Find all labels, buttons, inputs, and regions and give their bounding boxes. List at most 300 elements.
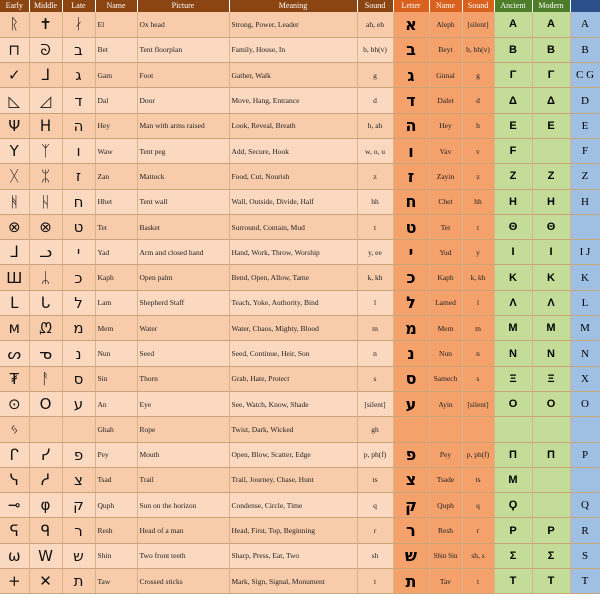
early-glyph: Ψ <box>0 113 29 138</box>
meaning: Condense, Circle, Time <box>229 493 357 518</box>
ancient-name: Gam <box>95 63 137 88</box>
ancient-name: El <box>95 12 137 37</box>
ancient-name: Dal <box>95 88 137 113</box>
middle-glyph: ᛦ <box>29 265 62 290</box>
late-glyph: ג <box>62 63 95 88</box>
modern-greek-letter: Γ <box>532 63 570 88</box>
ancient-name: Sin <box>95 366 137 391</box>
late-glyph: כ <box>62 265 95 290</box>
meaning: Look, Reveal, Breath <box>229 113 357 138</box>
ancient-greek-letter <box>494 417 532 442</box>
early-glyph: ᔕ <box>0 341 29 366</box>
hebrew-letter: ש <box>393 543 429 568</box>
latin-letter: R <box>570 518 600 543</box>
hebrew-letter: צ <box>393 467 429 492</box>
ancient-sound: t <box>357 569 393 594</box>
hebrew-letter: ק <box>393 493 429 518</box>
hebrew-sound: t <box>462 569 494 594</box>
late-glyph: ק <box>62 493 95 518</box>
hebrew-sound: k, kh <box>462 265 494 290</box>
early-glyph: ᕋ <box>0 518 29 543</box>
ancient-sound: ts <box>357 467 393 492</box>
hebrew-sound: s <box>462 366 494 391</box>
header-name-modern: Name <box>429 0 462 12</box>
ancient-greek-letter: B <box>494 37 532 62</box>
late-glyph: ז <box>62 164 95 189</box>
early-glyph: ᚷ <box>0 164 29 189</box>
hebrew-letter: ט <box>393 214 429 239</box>
hebrew-name <box>429 417 462 442</box>
header-sound-modern: Sound <box>462 0 494 12</box>
meaning: Bend, Open, Allow, Tame <box>229 265 357 290</box>
ancient-sound: sh <box>357 543 393 568</box>
table-row <box>0 366 600 391</box>
ancient-greek-letter: T <box>494 569 532 594</box>
ancient-name: Zan <box>95 164 137 189</box>
hebrew-letter: ג <box>393 63 429 88</box>
hebrew-sound: ts <box>462 467 494 492</box>
header-row <box>0 0 600 12</box>
meaning: Grab, Hate, Protect <box>229 366 357 391</box>
ancient-greek-letter: A <box>494 12 532 37</box>
latin-letter: P <box>570 442 600 467</box>
modern-greek-letter <box>532 467 570 492</box>
hebrew-name: Tsade <box>429 467 462 492</box>
latin-letter: A <box>570 12 600 37</box>
hebrew-name: Hey <box>429 113 462 138</box>
hebrew-letter: מ <box>393 316 429 341</box>
ancient-greek-letter: M <box>494 467 532 492</box>
table-row <box>0 63 600 88</box>
latin-letter: L <box>570 290 600 315</box>
latin-letter: C G <box>570 63 600 88</box>
modern-greek-letter: H <box>532 189 570 214</box>
table-row <box>0 316 600 341</box>
picture-description: Tent floorplan <box>137 37 229 62</box>
late-glyph: פ <box>62 442 95 467</box>
middle-glyph: W <box>29 543 62 568</box>
picture-description: Head of a man <box>137 518 229 543</box>
ancient-sound: n <box>357 341 393 366</box>
hebrew-sound: v <box>462 138 494 163</box>
hebrew-name: Dalet <box>429 88 462 113</box>
hebrew-sound: z <box>462 164 494 189</box>
late-glyph: ת <box>62 569 95 594</box>
ancient-name: Quph <box>95 493 137 518</box>
late-glyph: ᛅ <box>62 12 95 37</box>
modern-greek-letter: Σ <box>532 543 570 568</box>
early-glyph: ᛃ <box>0 417 29 442</box>
ancient-sound: d <box>357 88 393 113</box>
picture-description: Two front teeth <box>137 543 229 568</box>
hebrew-sound: [silent] <box>462 391 494 416</box>
early-glyph: ◺ <box>0 88 29 113</box>
ancient-greek-letter: Λ <box>494 290 532 315</box>
hebrew-letter: ר <box>393 518 429 543</box>
latin-letter: Z <box>570 164 600 189</box>
ancient-sound: q <box>357 493 393 518</box>
latin-letter: Q <box>570 493 600 518</box>
meaning: Teach, Yoke, Authority, Bind <box>229 290 357 315</box>
ancient-name: Tsad <box>95 467 137 492</box>
table-row <box>0 138 600 163</box>
table-row <box>0 164 600 189</box>
middle-glyph: ᘐ <box>29 37 62 62</box>
hebrew-name: Zayin <box>429 164 462 189</box>
table-row <box>0 189 600 214</box>
ancient-greek-letter: Ξ <box>494 366 532 391</box>
late-glyph: ט <box>62 214 95 239</box>
ancient-sound: r <box>357 518 393 543</box>
latin-letter: E <box>570 113 600 138</box>
table-row <box>0 417 600 442</box>
modern-greek-letter: B <box>532 37 570 62</box>
hebrew-name: Chet <box>429 189 462 214</box>
hebrew-name: Shin Sin <box>429 543 462 568</box>
modern-greek-letter: Ξ <box>532 366 570 391</box>
late-glyph: ח <box>62 189 95 214</box>
hebrew-letter: א <box>393 12 429 37</box>
ancient-name: Waw <box>95 138 137 163</box>
meaning: Sharp, Press, Eat, Two <box>229 543 357 568</box>
hebrew-sound: hh <box>462 189 494 214</box>
modern-greek-letter: M <box>532 316 570 341</box>
picture-description: Crossed sticks <box>137 569 229 594</box>
middle-glyph: ✕ <box>29 569 62 594</box>
hebrew-letter: פ <box>393 442 429 467</box>
ancient-name: An <box>95 391 137 416</box>
meaning: Open, Blow, Scatter, Edge <box>229 442 357 467</box>
table-row <box>0 391 600 416</box>
middle-glyph: ᓀ <box>29 341 62 366</box>
table-row <box>0 543 600 568</box>
meaning: Water, Chaos, Mighty, Blood <box>229 316 357 341</box>
modern-greek-letter <box>532 417 570 442</box>
middle-glyph: ᛯ <box>29 164 62 189</box>
latin-letter: T <box>570 569 600 594</box>
modern-greek-letter: T <box>532 569 570 594</box>
late-glyph: י <box>62 240 95 265</box>
ancient-name: Nun <box>95 341 137 366</box>
picture-description: Water <box>137 316 229 341</box>
header-name: Name <box>95 0 137 12</box>
meaning: Strong, Power, Leader <box>229 12 357 37</box>
ancient-greek-letter: F <box>494 138 532 163</box>
latin-letter: S <box>570 543 600 568</box>
late-glyph: נ <box>62 341 95 366</box>
ancient-name: Bet <box>95 37 137 62</box>
picture-description: Tent wall <box>137 189 229 214</box>
early-glyph: ᚻ <box>0 189 29 214</box>
picture-description: Man with arms raised <box>137 113 229 138</box>
hebrew-letter: ד <box>393 88 429 113</box>
middle-glyph: ◿ <box>29 88 62 113</box>
hebrew-sound: m <box>462 316 494 341</box>
meaning: Seed, Continue, Heir, Son <box>229 341 357 366</box>
middle-glyph: ᘻ <box>29 316 62 341</box>
modern-greek-letter: E <box>532 113 570 138</box>
table-row <box>0 442 600 467</box>
hebrew-name: Gimal <box>429 63 462 88</box>
picture-description: Ox head <box>137 12 229 37</box>
late-glyph <box>62 417 95 442</box>
meaning: Add, Secure, Hook <box>229 138 357 163</box>
ancient-name: Lam <box>95 290 137 315</box>
modern-greek-letter: Z <box>532 164 570 189</box>
picture-description: Tent peg <box>137 138 229 163</box>
modern-greek-letter <box>532 138 570 163</box>
picture-description: Eye <box>137 391 229 416</box>
header-early: Early <box>0 0 29 12</box>
picture-description: Arm and closed hand <box>137 240 229 265</box>
ancient-name: Tet <box>95 214 137 239</box>
middle-glyph: ᒧ <box>29 63 62 88</box>
hebrew-letter: ז <box>393 164 429 189</box>
middle-glyph: ⊗ <box>29 214 62 239</box>
early-glyph: Ш <box>0 265 29 290</box>
table-row <box>0 240 600 265</box>
ancient-sound: p, ph(f) <box>357 442 393 467</box>
hebrew-sound <box>462 417 494 442</box>
early-glyph: ᒧ <box>0 240 29 265</box>
table-row <box>0 493 600 518</box>
hebrew-letter: ל <box>393 290 429 315</box>
late-glyph: צ <box>62 467 95 492</box>
hebrew-name: Lamed <box>429 290 462 315</box>
latin-letter: I J <box>570 240 600 265</box>
hebrew-name: Beyt <box>429 37 462 62</box>
latin-letter: D <box>570 88 600 113</box>
meaning: Wall, Outside, Divide, Half <box>229 189 357 214</box>
picture-description: Shepherd Staff <box>137 290 229 315</box>
hebrew-sound: sh, s <box>462 543 494 568</box>
header-meaning: Meaning <box>229 0 357 12</box>
hebrew-sound: d <box>462 88 494 113</box>
hebrew-name: Resh <box>429 518 462 543</box>
table-row <box>0 12 600 37</box>
ancient-greek-letter: H <box>494 189 532 214</box>
header-late: Late <box>62 0 95 12</box>
header-latin <box>570 0 600 12</box>
hebrew-sound: [silent] <box>462 12 494 37</box>
table-row <box>0 37 600 62</box>
hebrew-sound: b, bh(v) <box>462 37 494 62</box>
modern-greek-letter: I <box>532 240 570 265</box>
table-row <box>0 341 600 366</box>
ancient-sound: ah, eh <box>357 12 393 37</box>
modern-greek-letter: Δ <box>532 88 570 113</box>
ancient-sound: t <box>357 214 393 239</box>
latin-letter: N <box>570 341 600 366</box>
hebrew-name: Vav <box>429 138 462 163</box>
ancient-greek-letter: Γ <box>494 63 532 88</box>
hebrew-name: Kaph <box>429 265 462 290</box>
ancient-sound: h, ah <box>357 113 393 138</box>
hebrew-sound: h <box>462 113 494 138</box>
middle-glyph: O <box>29 391 62 416</box>
ancient-sound: y, ee <box>357 240 393 265</box>
latin-letter: F <box>570 138 600 163</box>
hebrew-letter: ב <box>393 37 429 62</box>
late-glyph: ו <box>62 138 95 163</box>
early-glyph: ᴍ <box>0 316 29 341</box>
ancient-sound: z <box>357 164 393 189</box>
late-glyph: ל <box>62 290 95 315</box>
latin-letter: X <box>570 366 600 391</box>
ancient-name: Hey <box>95 113 137 138</box>
ancient-greek-letter: M <box>494 316 532 341</box>
picture-description: Seed <box>137 341 229 366</box>
ancient-sound: gh <box>357 417 393 442</box>
header-picture: Picture <box>137 0 229 12</box>
latin-letter: H <box>570 189 600 214</box>
ancient-sound: hh <box>357 189 393 214</box>
ancient-greek-letter: Ϙ <box>494 493 532 518</box>
hebrew-letter: ת <box>393 569 429 594</box>
picture-description: Mattock <box>137 164 229 189</box>
picture-description: Thorn <box>137 366 229 391</box>
middle-glyph: ᛉ <box>29 138 62 163</box>
ancient-name: Shin <box>95 543 137 568</box>
ancient-sound: l <box>357 290 393 315</box>
hebrew-letter: ס <box>393 366 429 391</box>
modern-greek-letter: N <box>532 341 570 366</box>
hebrew-letter: נ <box>393 341 429 366</box>
meaning: Food, Cut, Nourish <box>229 164 357 189</box>
picture-description: Open palm <box>137 265 229 290</box>
ancient-greek-letter: I <box>494 240 532 265</box>
header-modern-greek: Modern <box>532 0 570 12</box>
late-glyph: מ <box>62 316 95 341</box>
ancient-greek-letter: Z <box>494 164 532 189</box>
early-glyph: + <box>0 569 29 594</box>
latin-letter: O <box>570 391 600 416</box>
ancient-greek-letter: Σ <box>494 543 532 568</box>
meaning: Gather, Walk <box>229 63 357 88</box>
table-row <box>0 265 600 290</box>
modern-greek-letter: Θ <box>532 214 570 239</box>
picture-description: Door <box>137 88 229 113</box>
header-letter: Letter <box>393 0 429 12</box>
modern-greek-letter: O <box>532 391 570 416</box>
latin-letter: M <box>570 316 600 341</box>
header-middle: Middle <box>29 0 62 12</box>
hebrew-letter: ו <box>393 138 429 163</box>
middle-glyph: ᒐ <box>29 290 62 315</box>
modern-greek-letter: A <box>532 12 570 37</box>
middle-glyph: ᓯ <box>29 442 62 467</box>
hebrew-name: Quph <box>429 493 462 518</box>
late-glyph: ס <box>62 366 95 391</box>
hebrew-name: Ayin <box>429 391 462 416</box>
table-row <box>0 214 600 239</box>
hebrew-letter <box>393 417 429 442</box>
ancient-name: Taw <box>95 569 137 594</box>
hebrew-letter: ה <box>393 113 429 138</box>
ancient-greek-letter: P <box>494 518 532 543</box>
hebrew-name: Pey <box>429 442 462 467</box>
early-glyph: ⊗ <box>0 214 29 239</box>
ancient-sound: b, bh(v) <box>357 37 393 62</box>
latin-letter: B <box>570 37 600 62</box>
table-row <box>0 518 600 543</box>
middle-glyph: ᓗ <box>29 240 62 265</box>
modern-greek-letter: K <box>532 265 570 290</box>
middle-glyph: ᚨ <box>29 366 62 391</box>
hebrew-letter: י <box>393 240 429 265</box>
early-glyph: ω <box>0 543 29 568</box>
hebrew-letter: ע <box>393 391 429 416</box>
ancient-name: Pey <box>95 442 137 467</box>
ancient-name: Mem <box>95 316 137 341</box>
hebrew-name: Tet <box>429 214 462 239</box>
ancient-sound: w, o, u <box>357 138 393 163</box>
meaning: Mark, Sign, Signal, Monument <box>229 569 357 594</box>
ancient-name: Hhet <box>95 189 137 214</box>
middle-glyph: ᚺ <box>29 189 62 214</box>
hebrew-name: Samech <box>429 366 462 391</box>
early-glyph: ᒋ <box>0 442 29 467</box>
late-glyph: ש <box>62 543 95 568</box>
meaning: Hand, Work, Throw, Worship <box>229 240 357 265</box>
hebrew-sound: y <box>462 240 494 265</box>
early-glyph: ₮ <box>0 366 29 391</box>
early-glyph: ᒪ <box>0 290 29 315</box>
meaning: See, Watch, Know, Shade <box>229 391 357 416</box>
ancient-greek-letter: N <box>494 341 532 366</box>
picture-description: Trail <box>137 467 229 492</box>
header-sound: Sound <box>357 0 393 12</box>
ancient-sound: m <box>357 316 393 341</box>
meaning: Head, First, Top, Beginning <box>229 518 357 543</box>
meaning: Family, House, In <box>229 37 357 62</box>
hebrew-sound: l <box>462 290 494 315</box>
early-glyph: ᓭ <box>0 467 29 492</box>
latin-letter <box>570 417 600 442</box>
hebrew-sound: n <box>462 341 494 366</box>
meaning: Surround, Contain, Mud <box>229 214 357 239</box>
table-row <box>0 290 600 315</box>
middle-glyph: ✝ <box>29 12 62 37</box>
hebrew-name: Aleph <box>429 12 462 37</box>
ancient-greek-letter: E <box>494 113 532 138</box>
table-row <box>0 88 600 113</box>
middle-glyph: ᓱ <box>29 467 62 492</box>
early-glyph: Y <box>0 138 29 163</box>
hebrew-sound: g <box>462 63 494 88</box>
late-glyph: ע <box>62 391 95 416</box>
meaning: Twist, Dark, Wicked <box>229 417 357 442</box>
middle-glyph: φ <box>29 493 62 518</box>
ancient-greek-letter: Θ <box>494 214 532 239</box>
ancient-name: Resh <box>95 518 137 543</box>
early-glyph: ✓ <box>0 63 29 88</box>
ancient-sound: s <box>357 366 393 391</box>
table-row <box>0 569 600 594</box>
late-glyph: ב <box>62 37 95 62</box>
picture-description: Mouth <box>137 442 229 467</box>
meaning: Trail, Journey, Chase, Hunt <box>229 467 357 492</box>
hebrew-sound: p, ph(f) <box>462 442 494 467</box>
latin-letter <box>570 467 600 492</box>
early-glyph: ⊸ <box>0 493 29 518</box>
modern-greek-letter: Λ <box>532 290 570 315</box>
ancient-name: Ghah <box>95 417 137 442</box>
latin-letter <box>570 214 600 239</box>
early-glyph: ⊙ <box>0 391 29 416</box>
hebrew-sound: r <box>462 518 494 543</box>
hebrew-name: Yud <box>429 240 462 265</box>
